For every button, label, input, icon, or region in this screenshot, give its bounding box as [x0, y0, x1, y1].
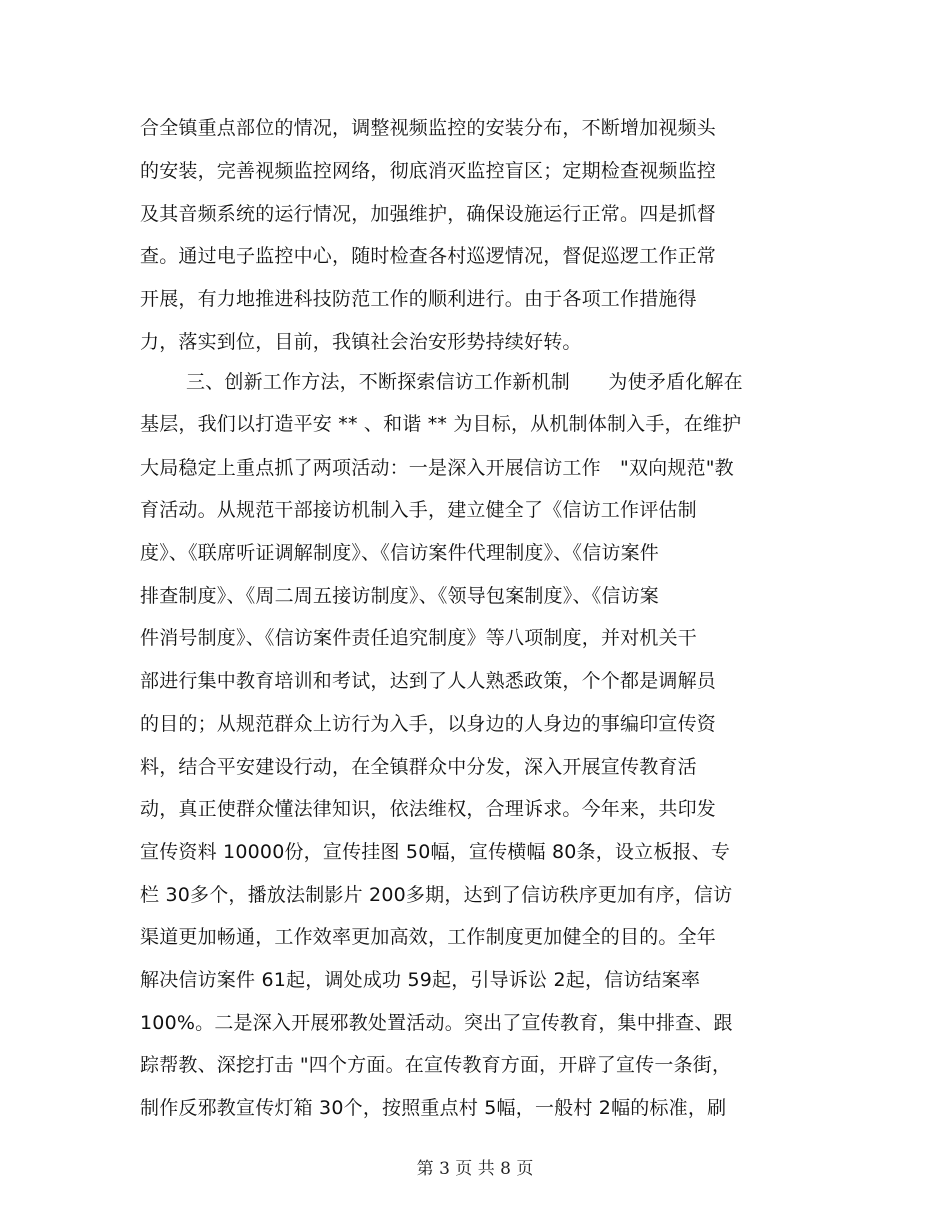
body-line: 的目的；从规范群众上访行为入手，以身边的人身边的事编印宣传资 — [140, 713, 717, 735]
body-line: 件消号制度》、《信访案件责任追究制度》等八项制度，并对机关干 — [140, 627, 698, 649]
body-line: 动，真正使群众懂法律知识，依法维权，合理诉求。今年来，共印发 — [140, 798, 717, 820]
body-line: 料，结合平安建设行动，在全镇群众中分发，深入开展宣传教育活 — [140, 756, 697, 778]
body-line: 查。通过电子监控中心，随时检查各村巡逻情况，督促巡逻工作正常 — [140, 245, 717, 267]
body-line: 大局稳定上重点抓了两项活动：一是深入开展信访工作 "双向规范"教 — [140, 457, 734, 479]
body-line: 的安装，完善视频监控网络，彻底消灭监控盲区；定期检查视频监控 — [140, 160, 717, 182]
body-line: 宣传资料 10000份，宣传挂图 50幅，宣传横幅 80条，设立板报、专 — [140, 841, 731, 863]
body-line: 踪帮教、深挖打击 "四个方面。在宣传教育方面，开辟了宣传一条街， — [140, 1054, 732, 1076]
page-number-footer: 第 3 页 共 8 页 — [416, 1159, 534, 1179]
body-line: 渠道更加畅通，工作效率更加高效，工作制度更加健全的目的。全年 — [140, 926, 717, 948]
section-heading-line: 三、创新工作方法，不断探索信访工作新机制 为使矛盾化解在 — [186, 371, 743, 393]
body-line: 部进行集中教育培训和考试，达到了人人熟悉政策，个个都是调解员 — [140, 670, 717, 692]
body-line: 育活动。从规范干部接访机制入手，建立健全了《信访工作评估制 — [140, 499, 697, 521]
body-line: 度》、《联席听证调解制度》、《信访案件代理制度》、《信访案件 — [140, 542, 660, 564]
body-line: 力，落实到位，目前，我镇社会治安形势持续好转。 — [140, 331, 582, 353]
body-line: 及其音频系统的运行情况，加强维护，确保设施运行正常。四是抓督 — [140, 203, 717, 225]
body-line: 合全镇重点部位的情况，调整视频监控的安装分布，不断增加视频头 — [140, 117, 717, 139]
body-line: 100%。二是深入开展邪教处置活动。突出了宣传教育，集中排查、跟 — [140, 1012, 733, 1034]
body-line: 排查制度》、《周二周五接访制度》、《领导包案制度》、《信访案 — [140, 585, 660, 607]
body-line: 基层，我们以打造平安 ** 、和谐 ** 为目标，从机制体制入手，在维护 — [140, 413, 742, 435]
body-line: 解决信访案件 61起，调处成功 59起，引导诉讼 2起，信访结案率 — [140, 969, 701, 991]
body-line: 栏 30多个，播放法制影片 200多期，达到了信访秩序更加有序，信访 — [140, 884, 733, 906]
body-line: 开展，有力地推进科技防范工作的顺利进行。由于各项工作措施得 — [140, 288, 697, 310]
body-line: 制作反邪教宣传灯箱 30个，按照重点村 5幅，一般村 2幅的标准，刷 — [140, 1097, 727, 1119]
